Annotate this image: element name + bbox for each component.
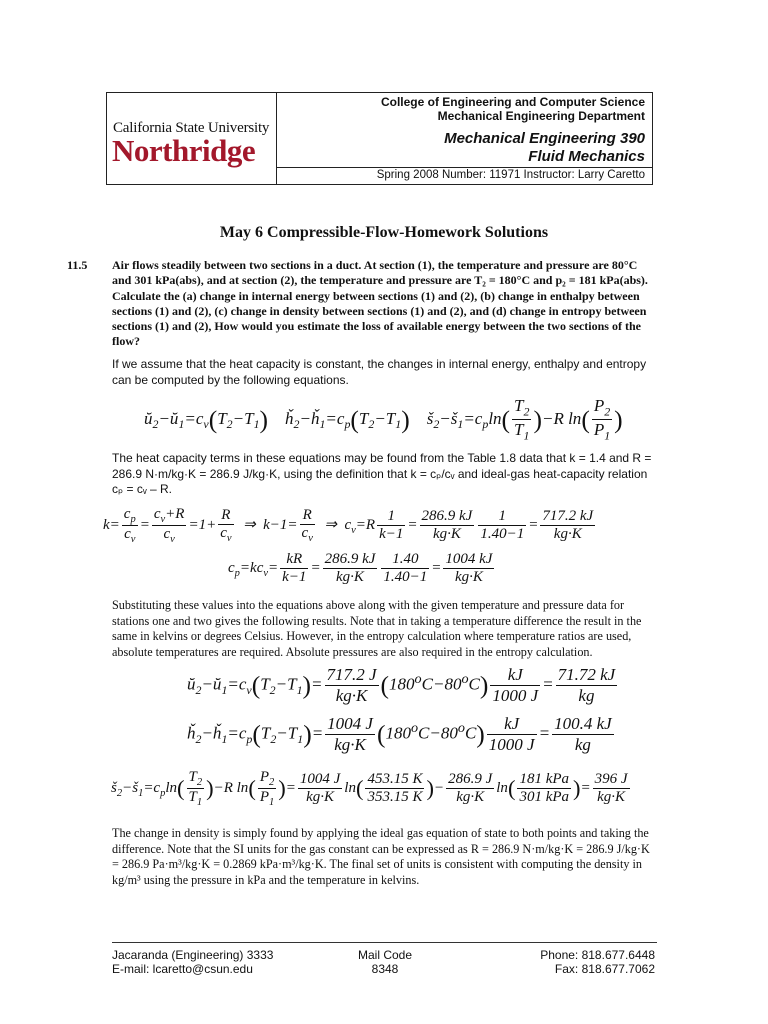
cv-value-2: 717.2	[326, 665, 365, 684]
paragraph-4: The change in density is simply found by applying the ideal gas equation of state to both points and taking the difference. Note that the SI units for the gas constant can be expressed as R = 286.9 N·m/kg·K = 286.9 J/kg·K = 286.9 Pa·m³/kg·K = 0.2869 kPa·m³/kg·K. The final set of units is consistent with computing the density in kg/m³ using the pressure in kPa and the temperature in kelvins.	[112, 826, 650, 887]
equation-k: k= $\frac{c_p}{c_v}$ = $\frac{c_v+R}{c_v}$ =1+ $\frac{R}{c_v}$ ⇒ k−1= $\frac{R}{c_v}$ ⇒ $c_v=R$ $\frac{1}{k-1}$ = $\frac{286.9 kJ}{kg\cdot K}$ $\frac{1}{1.40-1}$ = $\frac{717.2 kJ}{kg\cdot K}$	[103, 506, 594, 545]
header-box	[106, 92, 653, 185]
term-line: Spring 2008 Number: 11971 Instructor: Larry Caretto	[376, 169, 645, 181]
equation-du: $ŭ_2-ŭ_1=c_v(T_2-T_1)=$ $\frac{717.2 J}{kg\cdot K}$ $(180^oC-80^oC)$ $\frac{kJ}{1000 J}$ = $\frac{71.72 kJ}{kg}$	[187, 665, 616, 705]
t2-kelvin: 453.15	[367, 771, 409, 787]
course-number: Mechanical Engineering 390	[444, 130, 645, 147]
equation-ds: $š_2-š_1=c_p\ln$( $\frac{T_2}{T_1}$ )−R ln( $\frac{P_2}{P_1}$ )= $\frac{1004 J}{kg\cdot K}$ ln( $\frac{453.15 K}{353.15 K}$ )− $\frac{286.9 J}{kg\cdot K}$ ln( 181 kPa 301 kPa )= $\frac{396 J}{kg\cdot K}$	[111, 769, 628, 808]
equation-cp: $c_p=kc_v=$ $\frac{kR}{k-1}$ = $\frac{286.9 kJ}{kg\cdot K}$ $\frac{1.40}{1.40-1}$ = $\frac{1004 kJ}{kg\cdot K}$	[228, 551, 493, 585]
footer-building: Jacaranda (Engineering) 3333	[112, 948, 274, 962]
footer-phone: Phone: 818.677.6448	[540, 948, 655, 962]
paragraph-2: The heat capacity terms in these equations may be found from the Table 1.8 data that k = 1.4 and R = 286.9 N·m/kg·K = 286.9 J/kg·K, using the definition that k = cₚ/cᵥ and ideal-gas heat-capacity relation cₚ = cᵥ – R.	[112, 451, 652, 496]
footer-contact	[480, 948, 655, 976]
problem-number: 11.5	[67, 258, 88, 272]
paragraph-3: Substituting these values into the equations above along with the given temperature and pressure data for stations one and two gives the following results. Note that in taking a temperature difference the result in the same in kelvins or degrees Celsius. However, in the entropy calculation where temperature ratios are used, absolute temperatures are required. Absolute pressures are also required in the entropy calculation.	[112, 598, 642, 659]
k-value: 1.40	[381, 551, 429, 569]
t1-kelvin: 353.15	[367, 789, 409, 805]
footer-fax: Fax: 818.677.7062	[554, 962, 655, 976]
cp-value-3: 1004	[299, 771, 330, 787]
footer-mail-label: Mail Code	[357, 948, 413, 962]
r-value-3: 286.9	[448, 771, 482, 787]
du-value: 71.72	[557, 665, 596, 684]
thousand-2: 1000	[488, 735, 523, 754]
dh-value: 100.4	[554, 714, 593, 733]
k-minus-one-2: 1.40−1	[383, 569, 428, 585]
logo-line2: Northridge	[112, 133, 256, 168]
k-minus-one: 1.40−1	[480, 526, 525, 542]
r-value: 286.9	[421, 508, 456, 524]
cp-value-2: 1004	[327, 714, 362, 733]
footer-email[interactable]: E-mail: lcaretto@csun.edu	[112, 962, 253, 976]
footer-mailcode	[340, 948, 430, 976]
equation-changes: $ŭ_2-ŭ_1=c_v(T_2-T_1)$ $ȟ_2-ȟ_1=c_p(T_2-T_1)$ $š_2-š_1=c_p\ln$( $\frac{T_2}{T_1}$ )−R ln( $\frac{P_2}{P_1}$ )	[144, 396, 623, 443]
course-title: Fluid Mechanics	[528, 148, 645, 165]
header-divider	[277, 167, 652, 168]
department-name: Mechanical Engineering Department	[437, 109, 645, 123]
r-value-2: 286.9	[324, 551, 359, 567]
problem-statement: Air flows steadily between two sections in a duct. At section (1), the temperature and pressure are 80°C and 301 kPa(abs), and at section (2), the temperature and pressure are T₂ = 180°C and p₂ = 181 kPa(abs). Calculate the (a) change in internal energy between sections (1) and (2), (b) change in enthalpy between sections (1) and (2), (c) change in density between sections (1) and (2), and (d) change in entropy between sections (1) and (2), How would you estimate the loss of available energy between the two sections of the flow?	[112, 258, 648, 349]
p1-value: 301	[519, 789, 542, 805]
footer-mail-code: 8348	[371, 962, 399, 976]
college-name: College of Engineering and Computer Science	[380, 95, 645, 109]
t1-celsius-2: 80	[440, 723, 458, 743]
university-logo	[107, 93, 277, 184]
paragraph-1: If we assume that the heat capacity is constant, the changes in internal energy, enthalpy and entropy can be computed by the following equations.	[112, 357, 647, 387]
thousand: 1000	[492, 686, 527, 705]
equation-dh: $ȟ_2-ȟ_1=c_p(T_2-T_1)=$ $\frac{1004 J}{kg\cdot K}$ $(180^oC-80^oC)$ $\frac{kJ}{1000 J}$ = $\frac{100.4 kJ}{kg}$	[187, 714, 612, 754]
footer-address	[112, 948, 273, 976]
t2-celsius-2: 180	[385, 723, 411, 743]
page-title: May 6 Compressible-Flow-Homework Solutions	[219, 224, 549, 241]
cp-value: 1004	[445, 551, 476, 567]
t1-celsius: 80	[444, 674, 462, 694]
footer-rule	[112, 942, 657, 943]
logo-line1: California State University	[113, 120, 270, 136]
cv-value: 717.2	[542, 508, 577, 524]
p2-value: 181	[519, 771, 542, 787]
t2-celsius: 180	[389, 674, 415, 694]
ds-value: 396	[594, 771, 618, 787]
